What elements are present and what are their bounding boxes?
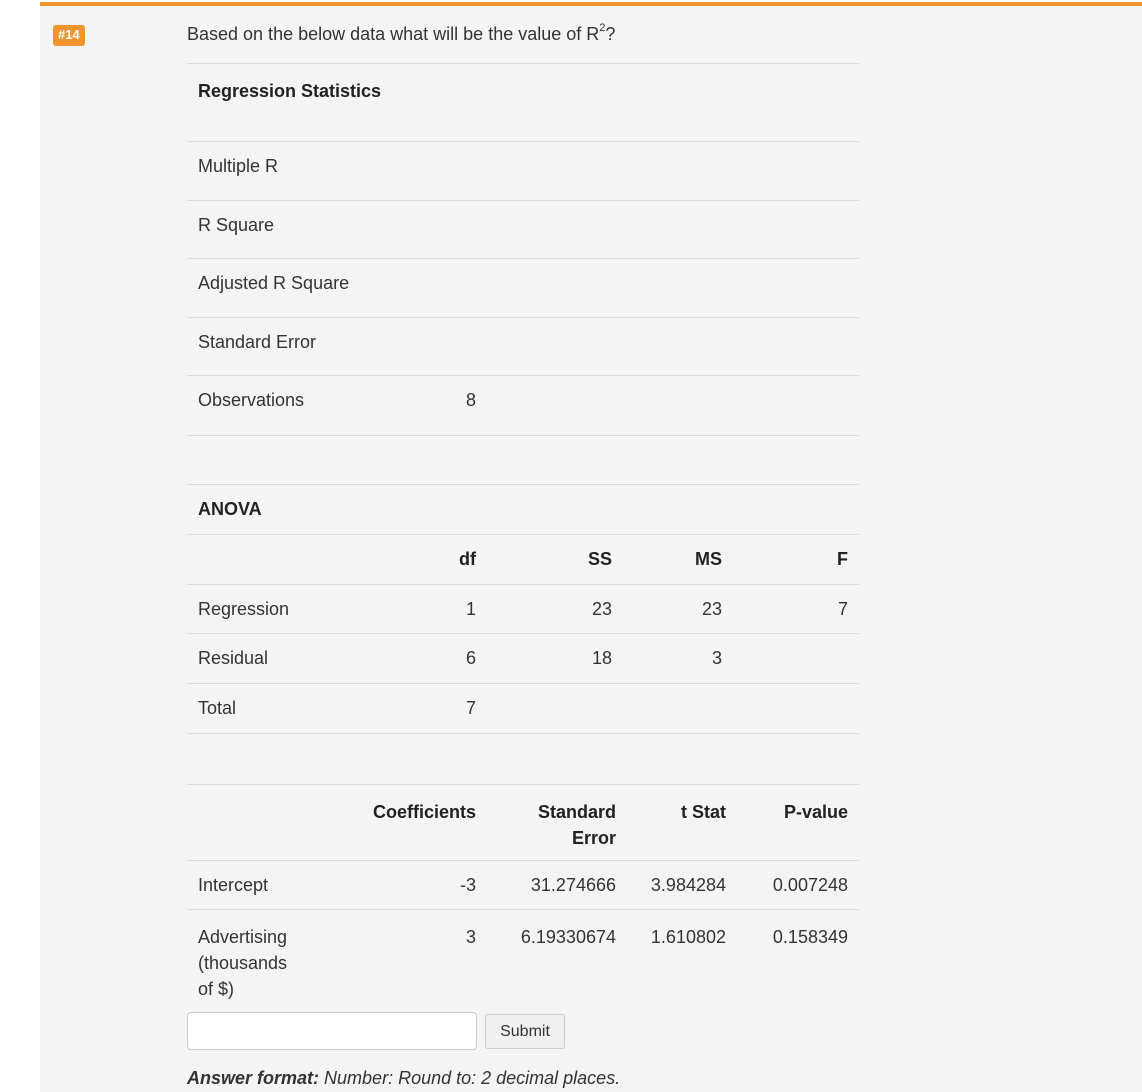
table-row [187,684,859,734]
coef-cell: 3.984284 [627,861,737,910]
anova-cell: Residual [187,634,377,684]
answer-input[interactable] [187,1012,477,1050]
coef-col-header: Standard Error [487,785,627,861]
anova-col-header [187,535,377,585]
stat-value [437,142,487,201]
answer-format-text: Number: Round to: 2 decimal places. [324,1068,621,1088]
anova-title: ANOVA [187,485,377,535]
table-row [187,585,859,634]
coef-cell: 0.007248 [737,861,859,910]
anova-col-header: df [377,535,487,585]
stat-value [437,201,487,259]
coef-cell: 6.19330674 [487,910,627,1003]
table-row [187,910,859,1003]
anova-cell: Total [187,684,377,734]
anova-cell [487,684,623,734]
stat-value: 8 [437,376,487,436]
coef-cell: Intercept [187,861,357,910]
stat-label: Adjusted R Square [187,259,437,318]
coef-col-header: t Stat [627,785,737,861]
anova-col-header: SS [487,535,623,585]
anova-cell: 18 [487,634,623,684]
anova-cell: 6 [377,634,487,684]
anova-cell [733,684,859,734]
anova-cell: 3 [623,634,733,684]
regression-statistics-header: Regression Statistics [187,64,437,142]
coef-cell: 0.158349 [737,910,859,1003]
anova-cell [623,684,733,734]
anova-cell: 7 [733,585,859,634]
submit-button[interactable]: Submit [485,1014,565,1049]
anova-cell [733,634,859,684]
coef-cell: 1.610802 [627,910,737,1003]
stat-label: Observations [187,376,437,436]
anova-cell: 23 [487,585,623,634]
answer-format-label: Answer format: [187,1068,320,1088]
coefficients-table [187,784,859,1002]
anova-cell: 7 [377,684,487,734]
stat-value [437,318,487,376]
anova-col-header: MS [623,535,733,585]
answer-format-note [187,1068,620,1089]
question-number-badge: #14 [53,25,85,46]
stat-label: R Square [187,201,437,259]
anova-col-header: F [733,535,859,585]
question-panel [40,2,1142,1092]
question-text: Based on the below data what will be the value of $R^2$? [187,22,616,44]
coef-col-header: Coefficients [357,785,487,861]
anova-cell: Regression [187,585,377,634]
table-row [187,634,859,684]
stat-label: Multiple R [187,142,437,201]
coef-cell: 31.274666 [487,861,627,910]
regression-statistics-table [187,63,859,436]
anova-cell: 23 [623,585,733,634]
superscript-2: 2 [599,22,606,34]
anova-table [187,484,859,734]
table-row [187,861,859,910]
coef-cell: 3 [357,910,487,1003]
anova-cell: 1 [377,585,487,634]
coef-col-header [187,785,357,861]
coef-cell: Advertising (thousands of $) [187,910,357,1003]
coef-cell: -3 [357,861,487,910]
stat-label: Standard Error [187,318,437,376]
coef-col-header: P-value [737,785,859,861]
stat-value [437,259,487,318]
